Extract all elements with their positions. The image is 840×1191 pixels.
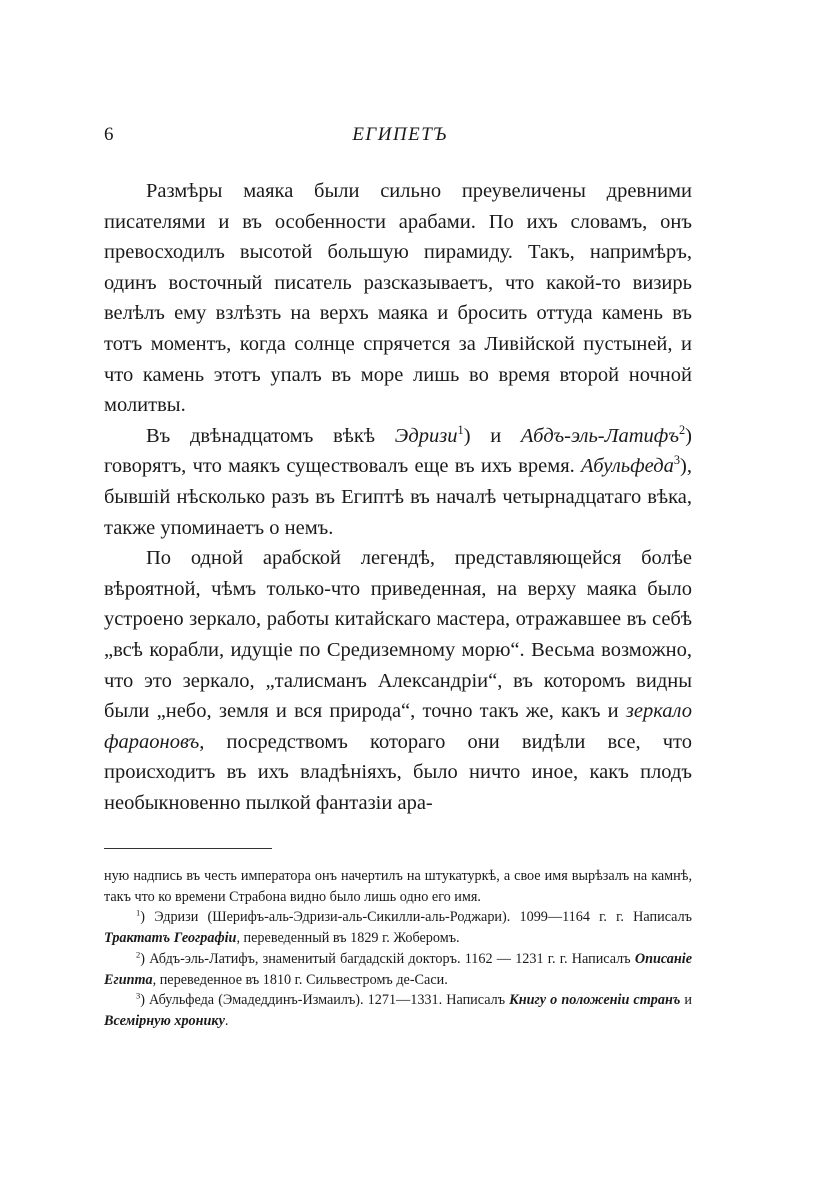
footnote-mark: 3 <box>136 990 141 1001</box>
footnote-continuation: ную надпись въ честь императора онъ начертилъ на штукатуркѣ, а свое имя вырѣзалъ на камнѣ, такъ что ко времени Страбона видно было лишь одно его имя. <box>104 868 692 905</box>
text-run: . <box>224 1012 229 1029</box>
page-number: 6 <box>104 124 114 145</box>
text-run: ) Абдъ-эль-Латифъ, знаменитый багдадскiй докторъ. 1162 — 1231 г. г. Написалъ <box>140 950 635 967</box>
book-title: Книгу о положенiи странъ <box>509 992 681 1009</box>
text-run: ), бывшiй нѣсколько разъ въ Египтѣ въ началѣ четырнадцатаго вѣка, также упоминаетъ о немъ. <box>104 455 692 539</box>
text-run: Въ двѣнадцатомъ вѣкѣ <box>146 424 395 447</box>
footnote-ref-2: 2 <box>679 422 686 437</box>
footnote-2 <box>104 949 692 990</box>
text-run: ) Эдризи (Шерифъ-аль-Эдризи-аль-Сикилли-аль-Роджари). 1099—1164 г. г. Написалъ <box>140 909 692 926</box>
paragraph-2 <box>104 421 692 543</box>
name-edrizi: Эдризи <box>394 424 458 447</box>
footnote-ref-1: 1 <box>457 422 464 437</box>
book-title: Всемiрную хронику <box>104 1012 225 1029</box>
main-text <box>104 176 692 818</box>
paragraph-1: Размѣры маяка были сильно преувеличены древними писателями и въ особенности арабами. По ихъ словамъ, онъ превосходилъ высотой большую пирамиду. Такъ, напримѣръ, одинъ восточный писатель разсказываетъ, что какой-то визирь велѣлъ ему взлѣзть на верхъ маяка и бросить оттуда камень въ тотъ моментъ, когда солнце спрячется за Ливiйской пустыней, и что камень этотъ упалъ въ море лишь во время второй ночной молитвы. <box>104 180 692 417</box>
emphasis-mirror: зеркало фараоновъ, <box>104 700 692 753</box>
footnote-ref-3: 3 <box>673 453 681 468</box>
running-title: ЕГИПЕТЪ <box>352 124 448 145</box>
text-run: ) говорятъ, что маякъ существовалъ еще въ ихъ время. <box>104 424 692 478</box>
paragraph-3 <box>104 543 692 818</box>
name-abulfeda: Абульфеда <box>581 455 674 478</box>
text-run: По одной арабской легендѣ, представляющейся болѣе вѣроятной, чѣмъ только-что приведенная, на верху маяка было устроено зеркало, работы китайскаго мастера, отражавшее въ себѣ „всѣ корабли, идущiе по Средиземному морю“. Весьма возможно, что это зеркало, „талисманъ Александрiи“, въ которомъ видны были „небо, земля и вся природа“, точно такъ же, какъ и <box>104 547 692 723</box>
text-run: ) и <box>463 424 521 447</box>
book-title: Трактатъ Географiи <box>104 930 237 947</box>
footnote-divider <box>104 848 272 849</box>
footnotes <box>104 866 692 1032</box>
footnote-3 <box>104 990 692 1031</box>
footnote-mark: 2 <box>136 949 141 960</box>
text-run: и <box>680 992 692 1009</box>
page-header <box>104 124 696 154</box>
text-run: , переведенный въ 1829 г. Жоберомъ. <box>236 930 460 947</box>
text-run: посредствомъ котораго они видѣли все, что происходитъ въ ихъ владѣнiяхъ, было ничто иное, какъ плодъ необыкновенно пылкой фантазiи ара- <box>104 730 692 814</box>
text-run: ) Абульфеда (Эмадеддинъ-Измаилъ). 1271—1331. Написалъ <box>140 992 510 1009</box>
footnote-1 <box>104 907 692 948</box>
name-abd-el-latif: Абдъ-эль-Латифъ <box>520 424 680 447</box>
footnote-mark: 1 <box>136 907 141 918</box>
book-title: Описанiе Египта <box>104 950 692 988</box>
text-run: , переведенное въ 1810 г. Сильвестромъ де-Саси. <box>152 971 448 988</box>
